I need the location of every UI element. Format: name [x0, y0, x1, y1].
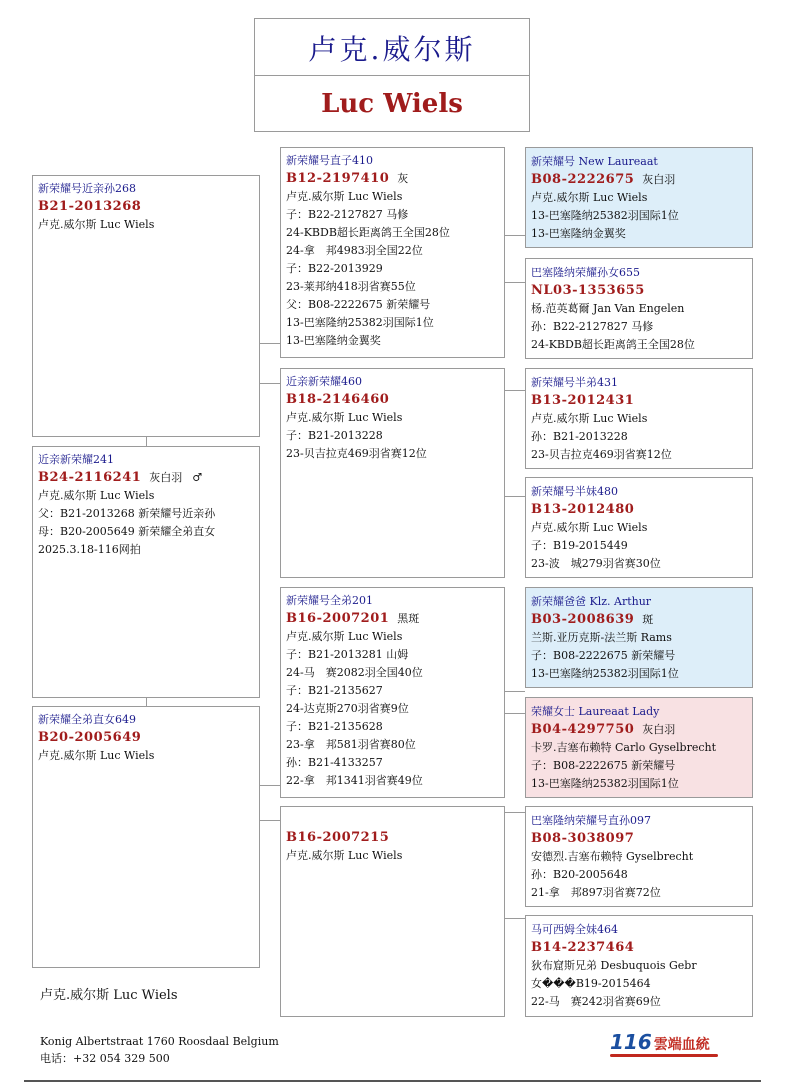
connector-line [260, 383, 280, 384]
pigeon-detail: 13-巴塞隆纳25382羽国际1位 [286, 316, 434, 329]
pigeon-detail: 子：B21-2135627 [286, 684, 383, 697]
grandparent-box [280, 368, 505, 578]
pigeon-name: 新荣耀全弟直女649 [38, 713, 136, 726]
pigeon-detail: 父：B21-2013268 新荣耀号近亲孙 [38, 507, 216, 520]
subject-box [32, 446, 260, 698]
pigeon-detail: 卢克.威尔斯 Luc Wiels [38, 749, 155, 762]
pigeon-name: 马可西姆全妹464 [531, 923, 618, 936]
feather-color: 灰白羽 [149, 471, 183, 484]
feather-color: 灰白羽 [642, 723, 676, 736]
connector-line [260, 820, 280, 821]
phone: 电话：+32 054 329 500 [40, 1052, 170, 1065]
connector-line [505, 812, 525, 813]
connector-line [505, 282, 525, 283]
dam-box [32, 706, 260, 968]
pigeon-detail: 狄布窟斯兄弟 Desbuquois Gebr [531, 959, 697, 972]
connector-line [260, 343, 280, 344]
great-grandparent-box [525, 147, 753, 248]
contact-info [40, 1033, 279, 1067]
great-grandparent-box [525, 368, 753, 469]
great-grandparent-box [525, 915, 753, 1017]
pigeon-detail: 子：B08-2222675 新荣耀号 [531, 759, 676, 772]
pigeon-detail: 父：B08-2222675 新荣耀号 [286, 298, 431, 311]
pigeon-detail: 卢克.威尔斯 Luc Wiels [286, 411, 403, 424]
great-grandparent-box [525, 258, 753, 359]
pigeon-detail: 卢克.威尔斯 Luc Wiels [286, 630, 403, 643]
connector-line [505, 235, 525, 236]
logo [610, 1030, 720, 1058]
grandparent-box [280, 587, 505, 798]
pigeon-detail: 13-巴塞隆纳25382羽国际1位 [531, 667, 679, 680]
great-grandparent-box [525, 587, 753, 688]
pigeon-name: 新荣耀号半弟431 [531, 376, 618, 389]
pigeon-detail: 2025.3.18-116网拍 [38, 543, 141, 556]
pigeon-detail: 卢克.威尔斯 Luc Wiels [286, 190, 403, 203]
logo-text: 雲端血統 [653, 1037, 710, 1053]
pigeon-name: 新荣耀号 New Laureaat [531, 155, 658, 168]
pigeon-detail: 23-贝吉拉克469羽省赛12位 [286, 447, 427, 460]
pigeon-detail: 卢克.威尔斯 Luc Wiels [531, 191, 648, 204]
ring-number: B16-2007215 [286, 830, 390, 845]
connector-line [505, 713, 525, 714]
male-sex-icon: ♂ [192, 471, 203, 484]
ring-number: B08-2222675 灰白羽 [531, 172, 676, 187]
pigeon-detail: 卢克.威尔斯 Luc Wiels [531, 521, 648, 534]
ring-number: NL03-1353655 [531, 283, 645, 298]
pigeon-detail: 子：B22-2127827 马修 [286, 208, 409, 221]
ring-number: B16-2007201 黑斑 [286, 611, 420, 626]
connector-line [260, 785, 280, 786]
connector-line [505, 691, 525, 692]
ring-number: B08-3038097 [531, 831, 635, 846]
ring-number: B03-2008639 斑 [531, 612, 654, 627]
pigeon-detail: 孙：B21-4133257 [286, 756, 383, 769]
pigeon-detail: 卢克.威尔斯 Luc Wiels [38, 489, 155, 502]
ring-number: B14-2237464 [531, 940, 635, 955]
ring-number: B13-2012431 [531, 393, 635, 408]
owner-name: 卢克.威尔斯 Luc Wiels [40, 988, 178, 1003]
feather-color: 斑 [642, 613, 654, 626]
pigeon-detail: 13-巴塞隆纳金翼奖 [531, 227, 626, 240]
pigeon-detail: 母：B20-2005649 新荣耀全弟直女 [38, 525, 216, 538]
pigeon-name: 新荣耀号直子410 [286, 154, 373, 167]
great-grandparent-box [525, 806, 753, 907]
pigeon-detail: 23-波 城279羽省赛30位 [531, 557, 661, 570]
pigeon-detail: 13-巴塞隆纳25382羽国际1位 [531, 777, 679, 790]
pigeon-detail: 24-KBDB超长距离鸽王全国28位 [531, 338, 695, 351]
ring-number: B24-2116241 灰白羽 ♂ [38, 470, 203, 485]
pigeon-name: 巴塞隆纳荣耀号直孙097 [531, 814, 651, 827]
pigeon-detail: 子：B21-2013228 [286, 429, 383, 442]
pigeon-detail: 兰斯.亚历克斯-法兰斯 Rams [531, 631, 672, 644]
feather-color: 黑斑 [397, 612, 420, 625]
logo-underline [610, 1054, 718, 1057]
pigeon-detail: 安德烈.吉塞布赖特 Gyselbrecht [531, 850, 694, 863]
pigeon-detail: 孙：B22-2127827 马修 [531, 320, 654, 333]
pigeon-name: 新荣耀号近亲孙268 [38, 182, 136, 195]
pigeon-detail: 子：B21-2013281 山姆 [286, 648, 409, 661]
pigeon-detail: 孙：B21-2013228 [531, 430, 628, 443]
address: Konig Albertstraat 1760 Roosdaal Belgium [40, 1035, 279, 1048]
feather-color: 灰 [397, 172, 409, 185]
ring-number: B21-2013268 [38, 199, 142, 214]
pigeon-name: 近亲新荣耀460 [286, 375, 362, 388]
page-title-english: Luc Wiels [321, 89, 463, 119]
grandparent-box [280, 806, 505, 1017]
pigeon-name: 新荣耀号全弟201 [286, 594, 373, 607]
pigeon-detail: 子：B22-2013929 [286, 262, 383, 275]
pigeon-detail: 13-巴塞隆纳金翼奖 [286, 334, 381, 347]
pigeon-detail: 孙：B20-2005648 [531, 868, 628, 881]
page-title-chinese: 卢克.威尔斯 [255, 19, 529, 76]
connector-line [146, 698, 147, 706]
pigeon-detail: 13-巴塞隆纳25382羽国际1位 [531, 209, 679, 222]
pigeon-detail: 22-马 赛242羽省赛69位 [531, 995, 661, 1008]
pigeon-detail: 卡罗.吉塞布赖特 Carlo Gyselbrecht [531, 741, 717, 754]
pigeon-detail: 子：B19-2015449 [531, 539, 628, 552]
great-grandparent-box [525, 697, 753, 798]
ring-number: B12-2197410 灰 [286, 171, 409, 186]
connector-line [505, 390, 525, 391]
grandparent-box [280, 147, 505, 358]
pigeon-detail: 杨.范英葛爾 Jan Van Engelen [531, 302, 685, 315]
ring-number: B04-4297750 灰白羽 [531, 722, 676, 737]
ring-number: B20-2005649 [38, 730, 142, 745]
pigeon-detail: 24-马 赛2082羽全国40位 [286, 666, 423, 679]
pigeon-detail: 卢克.威尔斯 Luc Wiels [38, 218, 155, 231]
pigeon-detail: 23-拿 邦581羽省赛80位 [286, 738, 416, 751]
great-grandparent-box [525, 477, 753, 578]
pigeon-detail: 24-KBDB超长距离鸽王全国28位 [286, 226, 450, 239]
pigeon-detail: 子：B21-2135628 [286, 720, 383, 733]
pigeon-detail: 子：B08-2222675 新荣耀号 [531, 649, 676, 662]
bottom-divider [24, 1080, 761, 1082]
pigeon-name: 巴塞隆纳荣耀孙女655 [531, 266, 640, 279]
pigeon-detail: 23-莱邦纳418羽省赛55位 [286, 280, 416, 293]
connector-line [146, 437, 147, 446]
pigeon-detail: 21-拿 邦897羽省赛72位 [531, 886, 661, 899]
pigeon-detail: 24-拿 邦4983羽全国22位 [286, 244, 423, 257]
pigeon-detail: 24-达克斯270羽省赛9位 [286, 702, 409, 715]
pigeon-detail: 卢克.威尔斯 Luc Wiels [531, 412, 648, 425]
pigeon-detail: 卢克.威尔斯 Luc Wiels [286, 849, 403, 862]
pigeon-name: 荣耀女士 Laureaat Lady [531, 705, 660, 718]
pigeon-name: 近亲新荣耀241 [38, 453, 114, 466]
sire-box [32, 175, 260, 437]
pigeon-detail: 22-拿 邦1341羽省赛49位 [286, 774, 423, 787]
ring-number: B18-2146460 [286, 392, 390, 407]
title-box [254, 18, 530, 132]
pigeon-detail: 23-贝吉拉克469羽省赛12位 [531, 448, 672, 461]
logo-number: 116 [610, 1030, 652, 1054]
pigeon-name: 新荣耀爸爸 Klz. Arthur [531, 595, 652, 608]
ring-number: B13-2012480 [531, 502, 635, 517]
pigeon-detail: 女���B19-2015464 [531, 977, 651, 990]
pigeon-name: 新荣耀号半妹480 [531, 485, 618, 498]
feather-color: 灰白羽 [642, 173, 676, 186]
connector-line [505, 496, 525, 497]
connector-line [505, 918, 525, 919]
